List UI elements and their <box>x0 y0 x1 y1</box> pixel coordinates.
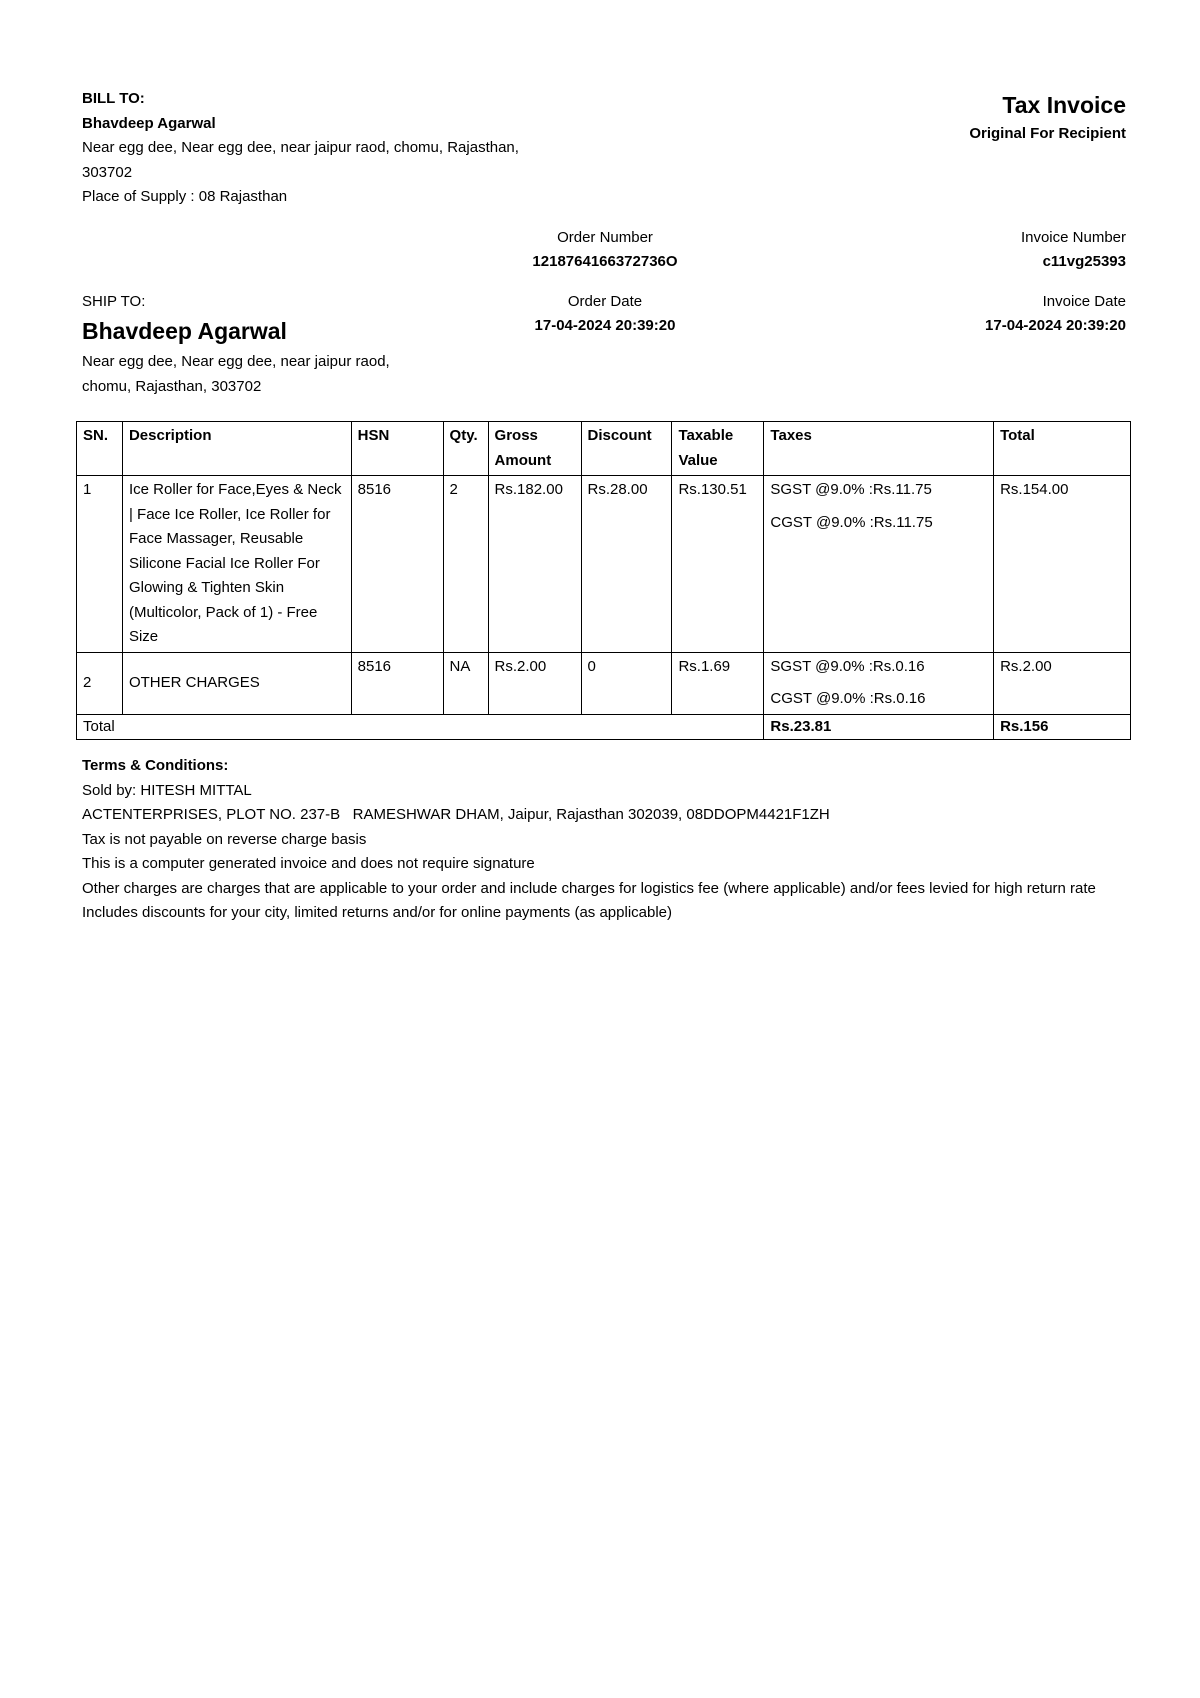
invoice-subtitle: Original For Recipient <box>969 125 1126 142</box>
header-hsn: HSN <box>351 422 443 476</box>
cell-taxable-value: Rs.1.69 <box>672 652 764 714</box>
sgst-line: SGST @9.0% :Rs.0.16 <box>770 657 925 675</box>
header-taxes: Taxes <box>764 422 994 476</box>
cell-total: Rs.154.00 <box>994 476 1131 653</box>
terms-line: Includes discounts for your city, limited returns and/or for online payments (as applicable) <box>82 904 673 921</box>
order-number-value: 1218764166372736O <box>532 253 678 270</box>
order-date-block <box>505 290 705 338</box>
total-taxes: Rs.23.81 <box>764 714 994 739</box>
cell-taxes <box>764 476 994 653</box>
header-sn: SN. <box>77 422 123 476</box>
invoice-number-value: c11vg25393 <box>1042 253 1126 270</box>
cell-qty: 2 <box>443 476 488 653</box>
cell-taxable-value: Rs.130.51 <box>672 476 764 653</box>
place-of-supply: Place of Supply : 08 Rajasthan <box>82 188 288 205</box>
cell-sn: 1 <box>77 476 123 653</box>
ship-to-address-line1: Near egg dee, Near egg dee, near jaipur raod, <box>82 353 390 370</box>
invoice-date-label: Invoice Date <box>1042 293 1126 310</box>
cell-qty: NA <box>443 652 488 714</box>
terms-section <box>82 754 1142 926</box>
table-header-row <box>77 422 1131 476</box>
header-discount: Discount <box>581 422 672 476</box>
cell-hsn: 8516 <box>351 652 443 714</box>
terms-line: ACTENTERPRISES, PLOT NO. 237-B RAMESHWAR DHAM, Jaipur, Rajasthan 302039, 08DDOPM4421F1ZH <box>82 806 830 823</box>
cell-description: OTHER CHARGES <box>122 652 351 714</box>
terms-heading: Terms & Conditions: <box>82 757 229 774</box>
header-gross-line1: Gross <box>494 427 538 444</box>
table-row <box>77 476 1131 653</box>
ship-to-name: Bhavdeep Agarwal <box>82 318 287 344</box>
cell-description: Ice Roller for Face,Eyes & Neck | Face Ice Roller, Ice Roller for Face Massager, Reusable Silicone Facial Ice Roller For Glowing & Tighten Skin (Multicolor, Pack of 1) - Free Size <box>122 476 351 653</box>
ship-to-label: SHIP TO: <box>82 293 146 310</box>
cell-sn: 2 <box>77 652 123 714</box>
terms-line: Other charges are charges that are applicable to your order and include charges for logistics fee (where applicable) and/or fees levied for high return rate <box>82 879 1096 897</box>
bill-to-name: Bhavdeep Agarwal <box>82 114 216 132</box>
sgst-line: SGST @9.0% :Rs.11.75 <box>770 481 932 498</box>
cell-discount: Rs.28.00 <box>581 476 672 653</box>
order-date-label: Order Date <box>567 293 643 310</box>
cell-hsn: 8516 <box>351 476 443 653</box>
ship-to-address <box>82 350 442 399</box>
order-number-label: Order Number <box>557 229 653 246</box>
cell-total: Rs.2.00 <box>994 652 1131 714</box>
cgst-line: CGST @9.0% :Rs.11.75 <box>770 513 933 531</box>
bill-to-section <box>82 87 602 210</box>
invoice-date-block <box>886 290 1126 338</box>
table-total-row <box>77 714 1131 739</box>
header-description: Description <box>122 422 351 476</box>
terms-line: Sold by: HITESH MITTAL <box>82 781 252 799</box>
ship-to-address-line2: chomu, Rajasthan, 303702 <box>82 377 262 395</box>
invoice-number-label: Invoice Number <box>1020 229 1126 246</box>
header-gross-amount <box>488 422 581 476</box>
total-label: Total <box>77 714 764 739</box>
cell-discount: 0 <box>581 652 672 714</box>
terms-line: This is a computer generated invoice and does not require signature <box>82 855 535 872</box>
cgst-line: CGST @9.0% :Rs.0.16 <box>770 690 926 707</box>
order-number-block <box>505 226 705 274</box>
table-row <box>77 652 1131 714</box>
cell-gross-amount: Rs.2.00 <box>488 652 581 714</box>
bill-to-address-line2: 303702 <box>82 163 133 181</box>
cell-gross-amount: Rs.182.00 <box>488 476 581 653</box>
cell-taxes <box>764 652 994 714</box>
invoice-number-block <box>886 226 1126 274</box>
bill-to-address-line1: Near egg dee, Near egg dee, near jaipur raod, chomu, Rajasthan, <box>82 139 519 156</box>
terms-line: Tax is not payable on reverse charge basis <box>82 830 367 848</box>
order-date-value: 17-04-2024 20:39:20 <box>534 317 676 334</box>
header-taxable-value <box>672 422 764 476</box>
header-qty: Qty. <box>443 422 488 476</box>
invoice-date-value: 17-04-2024 20:39:20 <box>985 317 1126 334</box>
header-taxable-line2: Value <box>678 451 718 469</box>
invoice-title: Tax Invoice <box>1002 92 1126 118</box>
header-gross-line2: Amount <box>494 451 552 469</box>
total-amount: Rs.156 <box>994 714 1131 739</box>
header-total: Total <box>994 422 1131 476</box>
header-taxable-line1: Taxable <box>678 427 734 444</box>
bill-to-label: BILL TO: <box>82 90 145 107</box>
items-table <box>76 421 1131 740</box>
